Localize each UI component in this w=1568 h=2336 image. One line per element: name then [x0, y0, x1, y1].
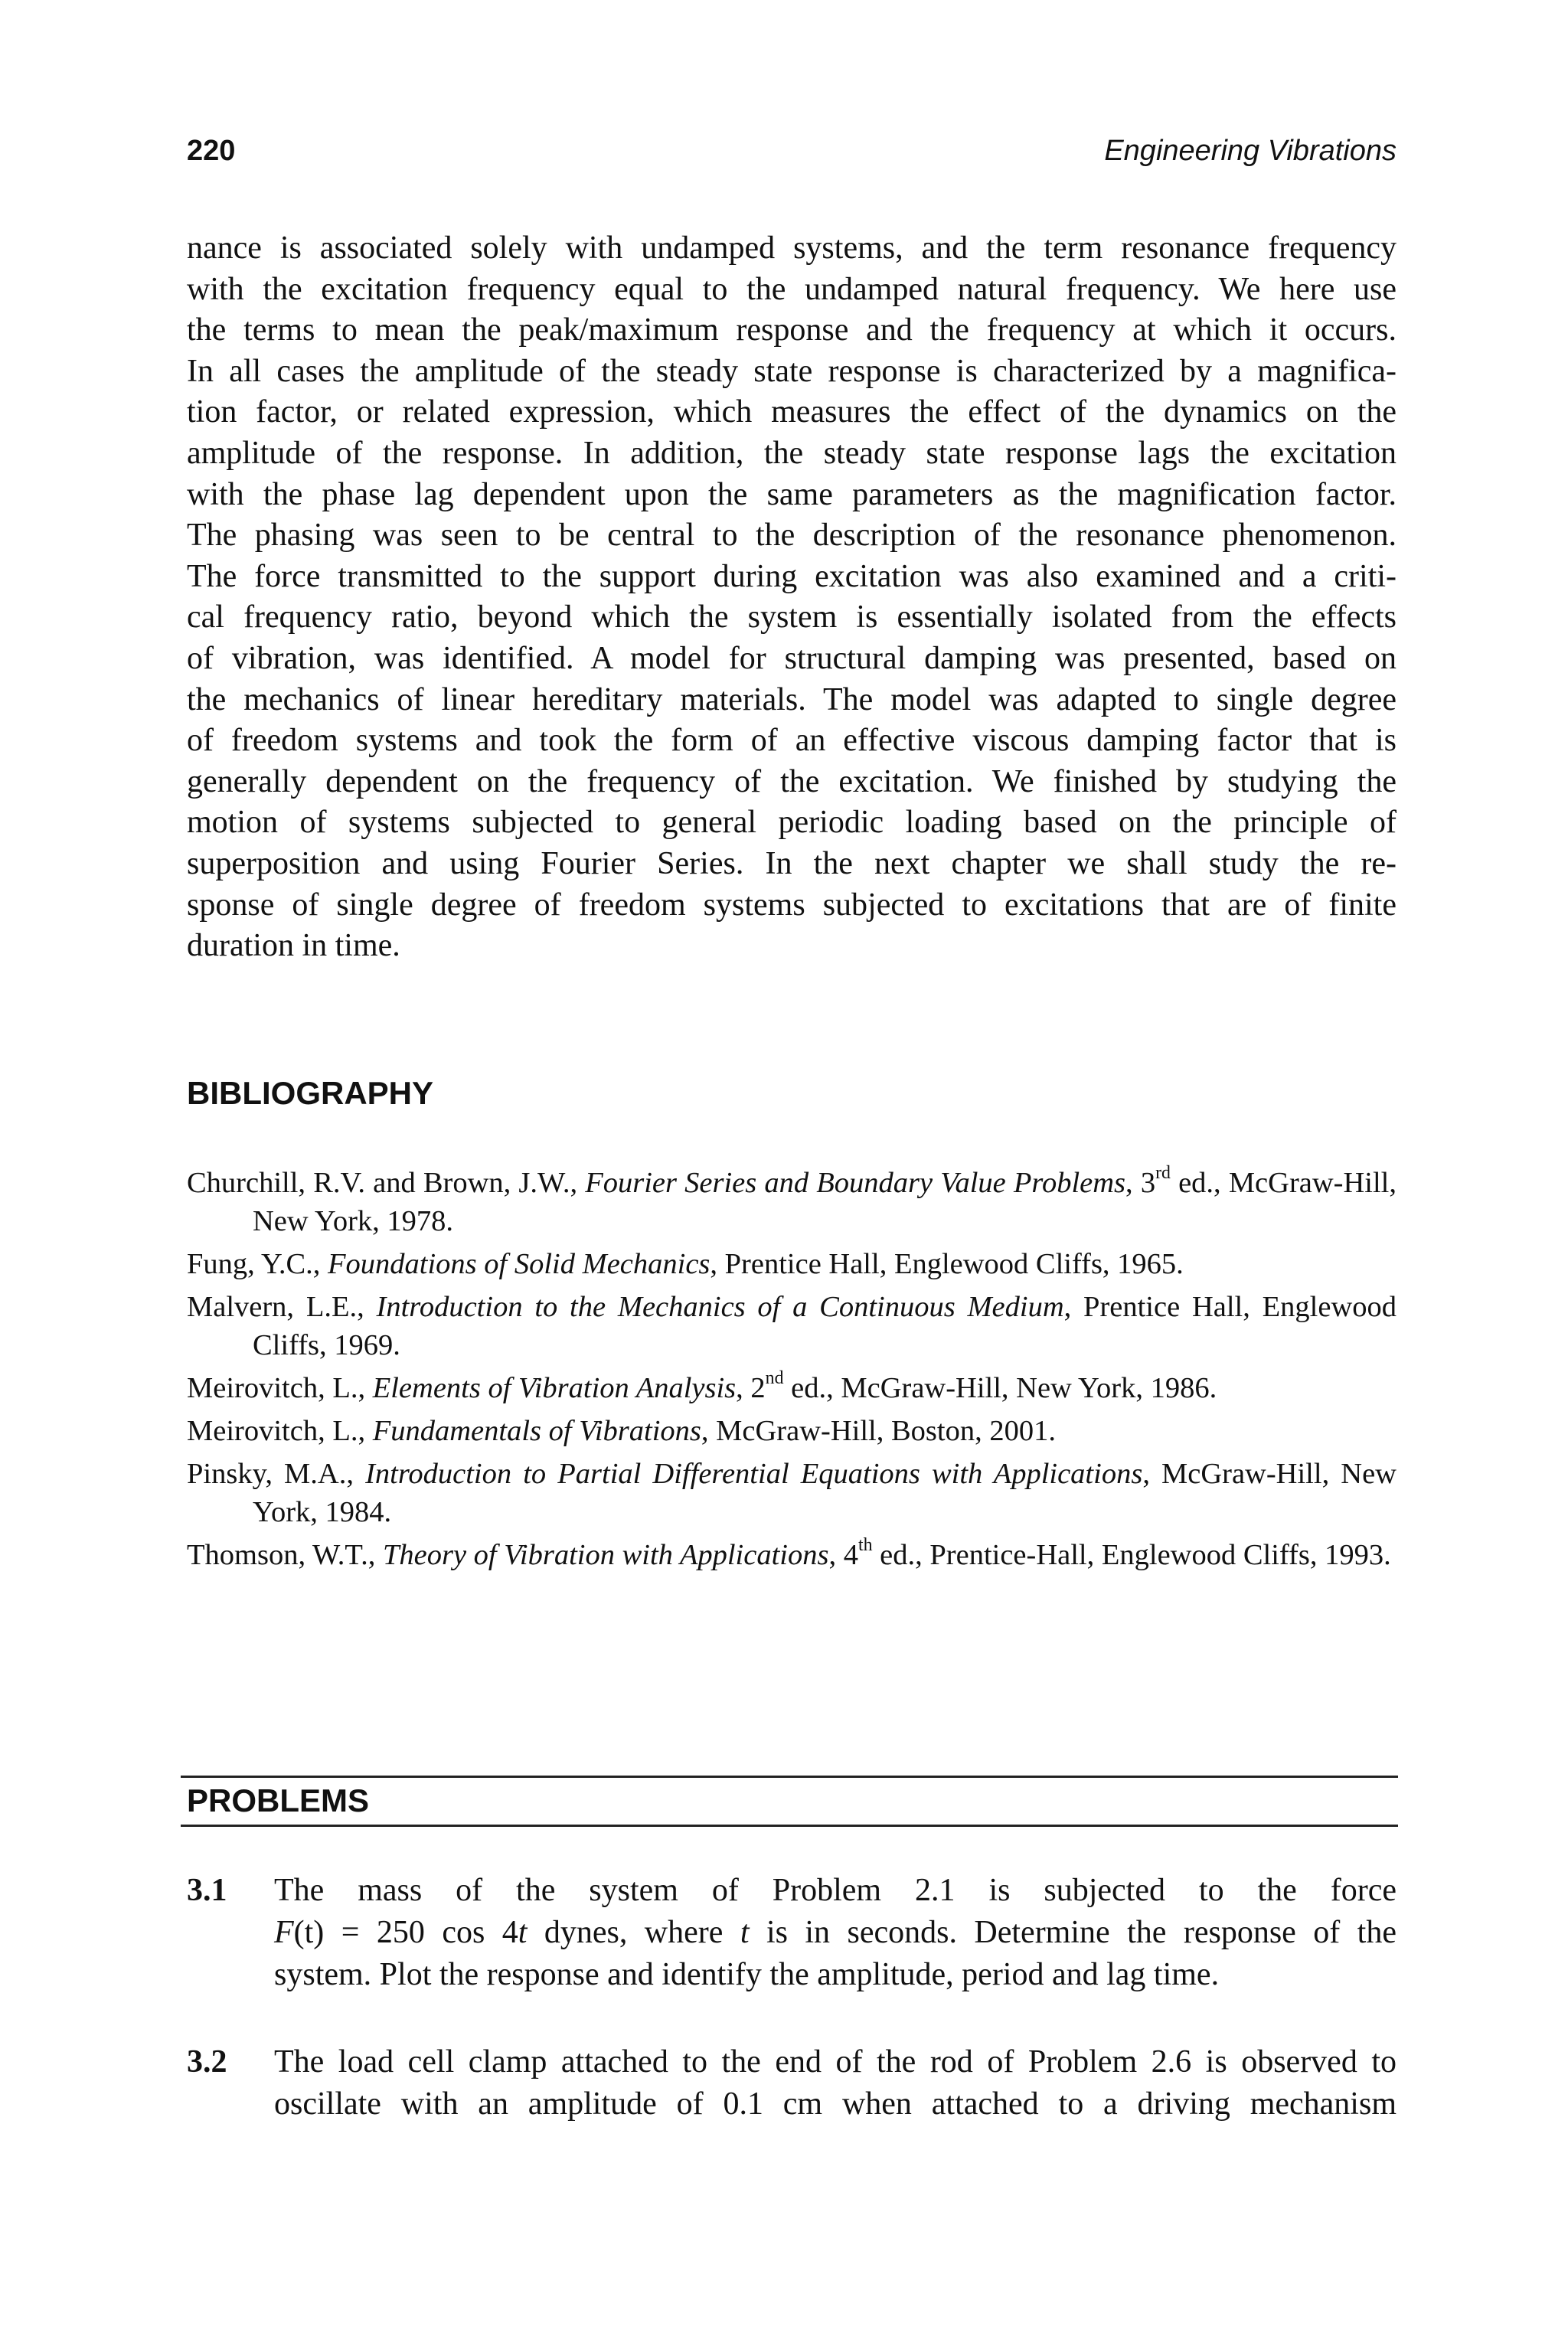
bibliography-entry — [187, 1536, 1396, 1574]
bib-authors: Churchill, R.V. and Brown, J.W., — [187, 1167, 586, 1199]
bib-publisher: ed., Prentice-Hall, Englewood Cliffs, 1993. — [872, 1539, 1391, 1571]
summary-line: generally dependent on the frequency of the excitation. We finished by studying the — [187, 763, 1396, 799]
summary-line: tion factor, or related expression, which measures the effect of the dynamics on the — [187, 394, 1396, 430]
bib-publisher: ed., McGraw-Hill, New York, 1986. — [783, 1372, 1217, 1404]
problem-line: The load cell clamp attached to the end of the rod of Problem 2.6 is observed to — [274, 2044, 1396, 2080]
eq-argument: (t) — [293, 1915, 325, 1950]
running-title: Engineering Vibrations — [1104, 135, 1396, 167]
summary-line: nance is associated solely with undamped systems, and the term resonance frequency — [187, 230, 1396, 266]
bib-title: Introduction to Partial Differential Equations with Applications — [365, 1458, 1143, 1490]
summary-line: the mechanics of linear hereditary materials. The model was adapted to single degree — [187, 681, 1396, 717]
eq-symbol: F — [274, 1915, 294, 1950]
summary-line: of vibration, was identified. A model for structural damping was presented, based on — [187, 640, 1396, 676]
bib-edition-suffix: th — [858, 1535, 873, 1556]
summary-line: The phasing was seen to be central to the description of the resonance phenomenon. — [187, 518, 1396, 554]
bib-title: Theory of Vibration with Applications — [382, 1539, 829, 1571]
bib-authors: Meirovitch, L., — [187, 1415, 373, 1447]
bibliography-entry — [187, 1164, 1396, 1240]
problem-line: system. Plot the response and identify the amplitude, period and lag time. — [274, 1957, 1220, 1992]
summary-line: cal frequency ratio, beyond which the system is essentially isolated from the effects — [187, 600, 1396, 635]
bib-publisher: , Prentice Hall, Englewood Cliffs, 1965. — [710, 1248, 1184, 1280]
bib-publisher: , McGraw-Hill, New York, 1984. — [253, 1458, 1396, 1528]
force-equation — [274, 1915, 527, 1950]
bib-authors: Pinsky, M.A., — [187, 1458, 366, 1490]
problem-line — [274, 1912, 1396, 1954]
bib-edition: , 2 — [736, 1372, 766, 1404]
problems-rule-bottom — [181, 1825, 1398, 1827]
problems-rule-top — [181, 1776, 1398, 1778]
bib-publisher: , Prentice Hall, Englewood Cliffs, 1969. — [253, 1291, 1396, 1361]
summary-line: The force transmitted to the support during excitation was also examined and a criti- — [187, 558, 1396, 594]
problem-line: The mass of the system of Problem 2.1 is subjected to the force — [274, 1873, 1396, 1908]
bib-authors: Fung, Y.C., — [187, 1248, 328, 1280]
problem-number: 3.1 — [187, 1873, 227, 1908]
bibliography-entry — [187, 1245, 1396, 1283]
problems-heading: PROBLEMS — [187, 1782, 370, 1818]
bibliography-entry — [187, 1455, 1396, 1531]
bib-publisher: ed., McGraw-Hill, New York, 1978. — [253, 1167, 1396, 1237]
problem-3-1 — [187, 1870, 1396, 1996]
summary-line: In all cases the amplitude of the steady state response is characterized by a magnifica- — [187, 353, 1396, 389]
running-head — [187, 135, 1396, 181]
problem-3-2 — [187, 2041, 1396, 2125]
summary-line: motion of systems subjected to general periodic loading based on the principle of — [187, 805, 1396, 841]
summary-line: amplitude of the response. In addition, the steady state response lags the excitation — [187, 435, 1396, 471]
summary-line: superposition and using Fourier Series. In the next chapter we shall study the re- — [187, 845, 1396, 881]
bibliography-entry — [187, 1288, 1396, 1364]
page-number: 220 — [187, 135, 236, 167]
eq-variable: t — [518, 1915, 528, 1950]
bibliography-heading: BIBLIOGRAPHY — [187, 1075, 434, 1111]
problem-text-run: is in seconds. Determine the response of the — [749, 1915, 1396, 1950]
bib-title: Introduction to the Mechanics of a Continuous Medium — [376, 1291, 1064, 1323]
chapter-summary-paragraph — [187, 228, 1396, 967]
summary-line: the terms to mean the peak/maximum response and the frequency at which it occurs. — [187, 312, 1396, 348]
eq-rhs: = 250 cos 4 — [324, 1915, 518, 1950]
bib-authors: Meirovitch, L., — [187, 1372, 373, 1404]
problem-line: oscillate with an amplitude of 0.1 cm when attached to a driving mechanism — [274, 2086, 1396, 2122]
problem-text — [274, 2041, 1396, 2125]
bib-edition-suffix: nd — [765, 1368, 784, 1389]
bib-publisher: , McGraw-Hill, Boston, 2001. — [701, 1415, 1056, 1447]
bib-title: Elements of Vibration Analysis — [372, 1372, 737, 1404]
bibliography-list — [187, 1164, 1396, 1579]
problem-number: 3.2 — [187, 2044, 227, 2080]
bib-authors: Malvern, L.E., — [187, 1291, 377, 1323]
bibliography-entry — [187, 1412, 1396, 1450]
bib-title: Foundations of Solid Mechanics — [328, 1248, 710, 1280]
bib-edition-suffix: rd — [1155, 1163, 1171, 1184]
summary-line: with the excitation frequency equal to the undamped natural frequency. We here use — [187, 271, 1396, 307]
bib-title: Fundamentals of Vibrations — [372, 1415, 701, 1447]
bib-title: Fourier Series and Boundary Value Problems — [585, 1167, 1126, 1199]
summary-line: duration in time. — [187, 928, 400, 964]
bib-authors: Thomson, W.T., — [187, 1539, 383, 1571]
summary-line: with the phase lag dependent upon the same parameters as the magnification factor. — [187, 476, 1396, 512]
bibliography-entry — [187, 1369, 1396, 1407]
problem-text — [274, 1870, 1396, 1996]
bib-edition: , 3 — [1125, 1167, 1156, 1199]
summary-line: of freedom systems and took the form of an effective viscous damping factor that is — [187, 723, 1396, 759]
bib-edition: , 4 — [828, 1539, 858, 1571]
problem-variable: t — [740, 1915, 750, 1950]
summary-line: sponse of single degree of freedom systems subjected to excitations that are of finite — [187, 887, 1396, 923]
problem-text-run: dynes, where — [527, 1915, 740, 1950]
